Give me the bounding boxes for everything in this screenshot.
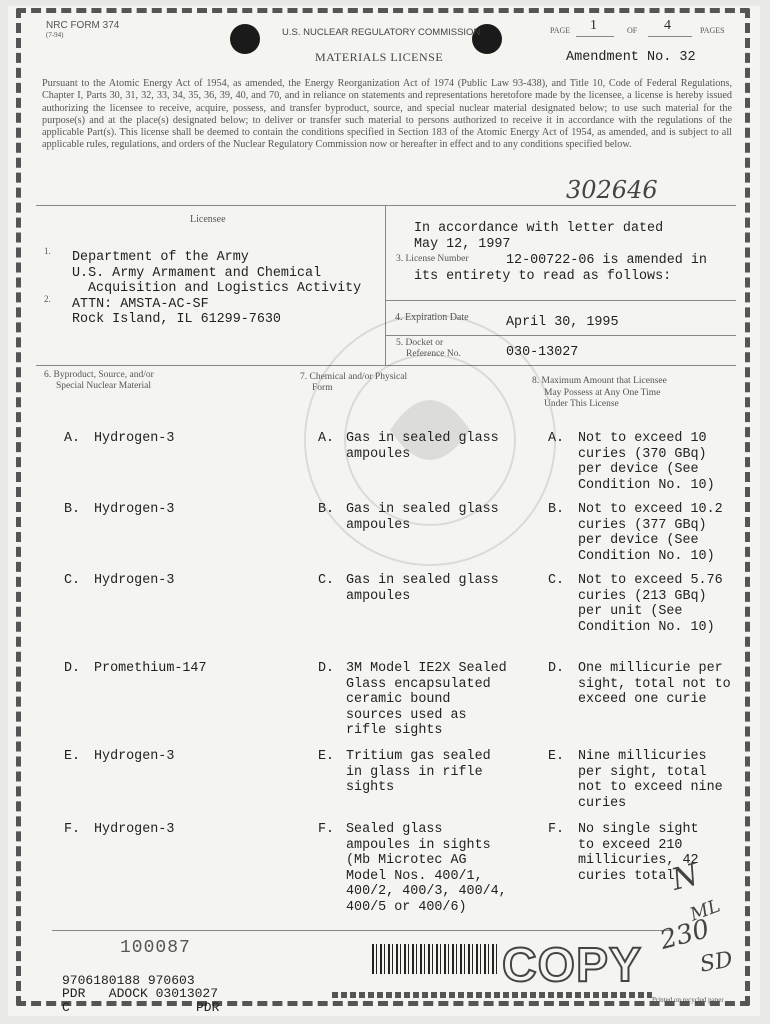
docket-label-1: 5. Docket or	[396, 338, 444, 348]
item-letter-amount: C.	[548, 573, 565, 588]
licensee-num-1: 1.	[44, 246, 51, 256]
docket-value: 030-13027	[506, 345, 579, 360]
col6-header-2: Special Nuclear Material	[56, 381, 151, 391]
item-form: Tritium gas sealed in glass in rifle sights	[346, 749, 491, 796]
accordance-line-1: In accordance with letter dated	[414, 221, 664, 236]
doc-line-3: C	[62, 1000, 70, 1015]
item-amount: Not to exceed 5.76 curies (213 GBq) per unit (See Condition No. 10)	[578, 573, 723, 635]
item-form: Gas in sealed glass ampoules	[346, 573, 499, 604]
col8-header-1: 8. Maximum Amount that Licensee	[532, 376, 667, 386]
item-amount: Nine millicuries per sight, total not to exceed nine curies	[578, 749, 723, 811]
item-letter-material: D.	[64, 661, 81, 676]
licensee-header: Licensee	[190, 214, 226, 225]
licensee-line-2: U.S. Army Armament and Chemical	[72, 265, 322, 281]
document-id	[62, 974, 218, 1000]
punch-hole-left	[230, 24, 260, 54]
item-form: 3M Model IE2X Sealed Glass encapsulated ceramic bound sources used as rifle sights	[346, 661, 507, 739]
page-total-underline	[648, 36, 692, 37]
page-of-label: OF	[627, 26, 638, 35]
recycled-note: Printed on recycled paper	[652, 996, 724, 1004]
item-letter-material: F.	[64, 822, 81, 837]
expiration-label: 4. Expiration Date	[395, 312, 469, 323]
amendment-number: Amendment No. 32	[566, 50, 696, 65]
item-letter-form: A.	[318, 431, 335, 446]
item-letter-form: C.	[318, 573, 335, 588]
item-form: Sealed glass ampoules in sights (Mb Microtec AG Model Nos. 400/1, 400/2, 400/3, 400/4, 400/5 or 400/6)	[346, 822, 507, 915]
barcode	[372, 944, 500, 974]
item-material: Hydrogen-3	[94, 573, 175, 588]
col7-header	[300, 372, 407, 394]
item-letter-amount: B.	[548, 502, 565, 517]
copy-stamp: COPY	[502, 939, 643, 992]
item-material: Hydrogen-3	[94, 822, 175, 837]
item-material: Hydrogen-3	[94, 502, 175, 517]
item-letter-form: F.	[318, 822, 335, 837]
col6-header-1: 6. Byproduct, Source, and/or	[44, 370, 154, 380]
license-title: MATERIALS LICENSE	[315, 50, 444, 64]
hand-number: 230	[656, 914, 713, 956]
page-label: PAGE	[550, 26, 571, 35]
item-letter-amount: E.	[548, 749, 565, 764]
item-letter-amount: F.	[548, 822, 565, 837]
item-material: Hydrogen-3	[94, 431, 175, 446]
agency-name: U.S. NUCLEAR REGULATORY COMMISSION	[282, 27, 481, 38]
item-form: Gas in sealed glass ampoules	[346, 502, 499, 533]
col8-header-2: May Possess at Any One Time	[544, 387, 661, 398]
item-amount: Not to exceed 10.2 curies (377 GBq) per device (See Condition No. 10)	[578, 502, 723, 564]
accordance-line-2: May 12, 1997	[414, 236, 511, 252]
col7-header-2: Form	[312, 383, 333, 393]
item-letter-form: E.	[318, 749, 335, 764]
page-total: 4	[664, 18, 671, 33]
item-form: Gas in sealed glass ampoules	[346, 431, 499, 462]
doc-line-2: PDR ADOCK 03013027	[62, 986, 219, 1001]
pages-label: PAGES	[700, 26, 725, 35]
col7-header-1: 7. Chemical and/or Physical	[300, 372, 408, 382]
item-amount: No single sight to exceed 210 millicuries, 42 curies total	[578, 822, 699, 884]
col8-header	[532, 376, 667, 411]
item-letter-material: B.	[64, 502, 81, 517]
doc-line-1: 9706180188 970603	[62, 973, 195, 988]
item-amount: One millicurie per sight, total not to exceed one curie	[578, 661, 731, 708]
hand-sd: SD	[698, 947, 735, 978]
item-letter-material: A.	[64, 431, 81, 446]
intro-paragraph: Pursuant to the Atomic Energy Act of 1954, as amended, the Energy Reorganization Act of 1974 (Public Law 93-438), and Title 10, Code of Federal Regulations, Chapter I, Parts 30, 31, 32, 33, 34, 35, 36, 39, 40, and 70, and in reliance on statements and representations heretofore made by the licensee, a license is hereby issued authorizing the licensee to receive, acquire, possess, and transfer byproduct, source, and special nuclear material designated below; to use such material for the purpose(s) and at the place(s) designated below; to deliver or transfer such material to persons authorized to receive it in accordance with the regulations of the applicable Part(s). This license shall be deemed to contain the conditions specified in Section 183 of the Atomic Energy Act of 1954, as amended, and is subject to all applicable rules, regulations, and orders of the Nuclear Regulatory Commission now or hereafter in effect and to any conditions specified below.	[42, 78, 732, 151]
expiration-value: April 30, 1995	[506, 315, 619, 330]
item-letter-amount: D.	[548, 661, 565, 676]
accordance-text	[414, 221, 663, 252]
divider-expiration	[385, 300, 736, 301]
item-material: Promethium-147	[94, 661, 207, 676]
doc-line-3b: PDR	[196, 1000, 220, 1015]
handwritten-number: 302646	[566, 176, 658, 204]
licensee-line-5: Rock Island, IL 61299-7630	[72, 312, 281, 328]
item-amount: Not to exceed 10 curies (370 GBq) per device (See Condition No. 10)	[578, 431, 715, 493]
hand-mark: N	[667, 857, 703, 898]
item-letter-amount: A.	[548, 431, 565, 446]
item-letter-form: D.	[318, 661, 335, 676]
licensee-name	[72, 250, 361, 328]
item-letter-material: E.	[64, 749, 81, 764]
item-material: Hydrogen-3	[94, 749, 175, 764]
page-current: 1	[590, 18, 597, 33]
col6-header	[44, 370, 154, 392]
col8-header-3: Under This License	[544, 399, 619, 409]
license-number-cont: its entirety to read as follows:	[414, 269, 672, 284]
divider-bottom	[52, 930, 672, 931]
licensee-num-2: 2.	[44, 294, 51, 304]
bottom-seal-strip	[332, 992, 652, 998]
item-letter-material: C.	[64, 573, 81, 588]
licensee-line-3: Acquisition and Logistics Activity	[88, 281, 362, 297]
item-letter-form: B.	[318, 502, 335, 517]
docket-label-2: Reference No.	[406, 349, 461, 359]
license-number-value: 12-00722-06 is amended in	[506, 253, 707, 268]
stamp-number: 100087	[120, 938, 191, 958]
licensee-line-4: ATTN: AMSTA-AC-SF	[72, 296, 209, 312]
divider-top	[36, 205, 736, 206]
form-name: NRC FORM 374	[46, 20, 120, 31]
licensee-line-1: Department of the Army	[72, 250, 249, 265]
license-number-label: 3. License Number	[396, 254, 469, 264]
hand-initials: ML	[687, 895, 724, 926]
page-underline	[576, 36, 614, 37]
form-date: (7-94)	[46, 31, 64, 39]
